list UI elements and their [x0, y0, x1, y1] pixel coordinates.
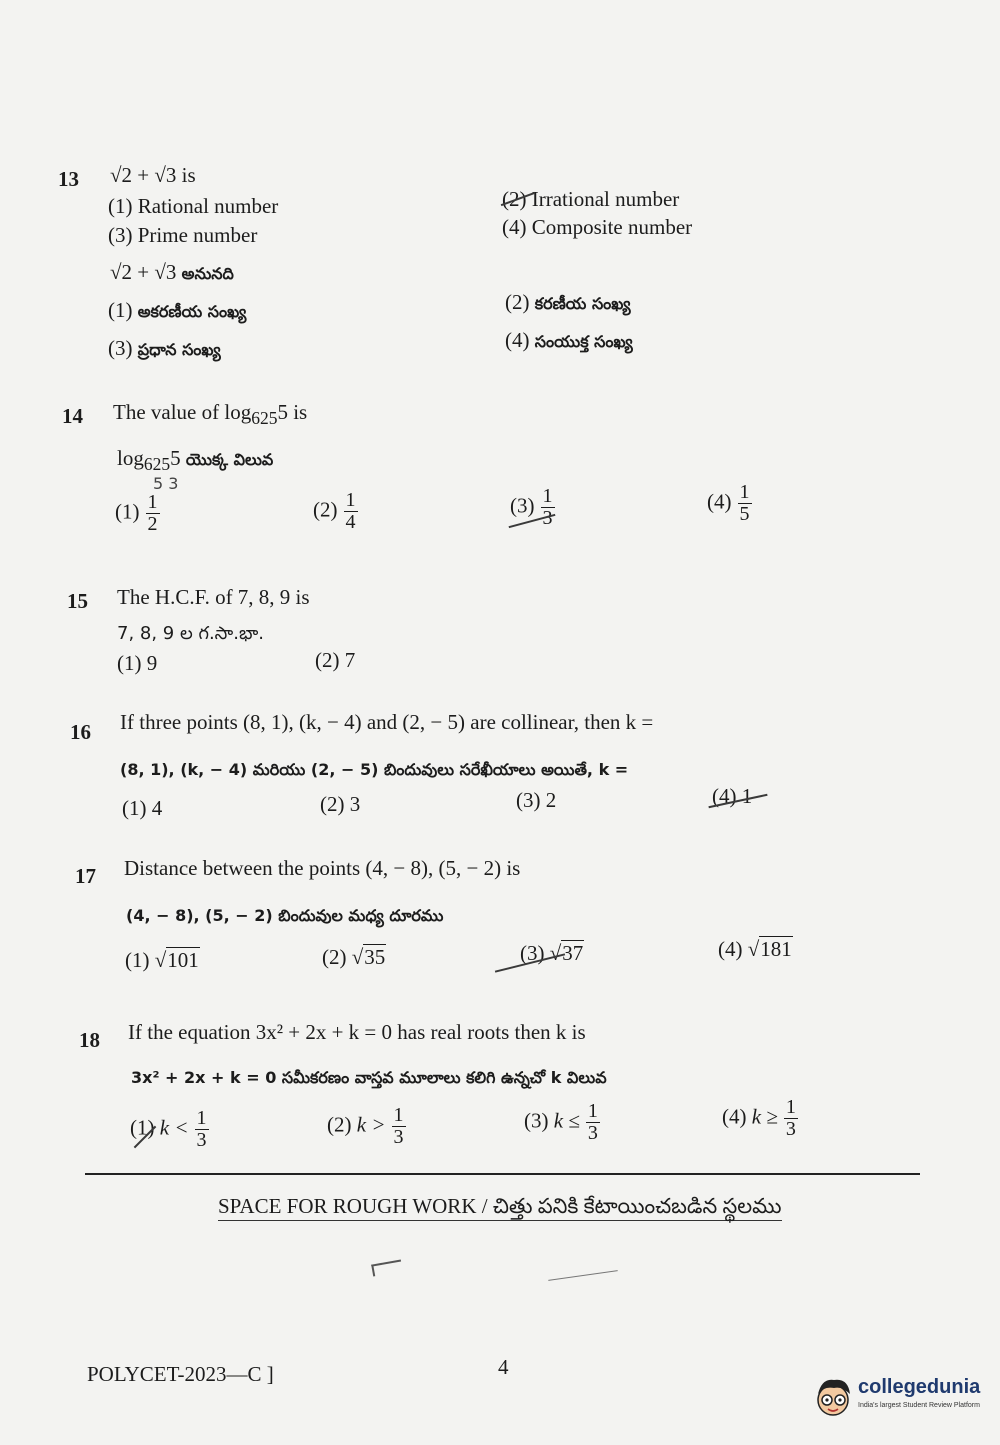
q15-option-1[interactable]: (1) 9 [117, 651, 158, 675]
q13-expression: √2 + √3 [110, 163, 177, 187]
q14-option-2[interactable]: (2) $\frac{1}{4}$ [313, 489, 356, 533]
q13-telugu-option-1[interactable]: (1) అకరణీయ సంఖ్య [108, 298, 247, 322]
q18-option-3[interactable]: (3) k ≤ $\frac{1}{3}$ [524, 1100, 598, 1144]
scratch-mark [548, 1270, 617, 1281]
q13-telugu-stem: √2 + √3 అనునది [110, 260, 234, 284]
rough-work-heading: SPACE FOR ROUGH WORK / చిత్తు పనికి కేటాయించబడిన స్థలము [218, 1194, 782, 1224]
q14-telugu-stem: $\log_{625}5$ యొక్క విలువ [117, 446, 274, 475]
q16-stem: If three points (8, 1), (k, − 4) and (2, − 5) are collinear, then k = [120, 710, 654, 734]
q17-option-2[interactable]: (2) √35 [322, 945, 386, 969]
q13-option-1[interactable]: (1) Rational number [108, 194, 279, 218]
q14-option-1[interactable]: (1) $\frac{1}{2}$ [115, 491, 158, 535]
q17-option-4[interactable]: (4) √181 [718, 937, 792, 961]
q17-option-3[interactable]: (3) √37 [520, 941, 584, 965]
q16-number: 16 [70, 720, 91, 744]
q16-option-4[interactable]: (4) 1 [712, 784, 753, 808]
q18-option-1[interactable]: (1) k < $\frac{1}{3}$ [130, 1107, 207, 1151]
q13-option-4[interactable]: (4) Composite number [502, 215, 693, 239]
q13-telugu-option-2[interactable]: (2) కరణీయ సంఖ్య [505, 290, 631, 314]
q18-stem: If the equation 3x² + 2x + k = 0 has real roots then k is [128, 1020, 586, 1044]
q13-option-3[interactable]: (3) Prime number [108, 223, 258, 247]
q13-telugu-option-4[interactable]: (4) సంయుక్త సంఖ్య [505, 328, 633, 352]
q17-stem: Distance between the points (4, − 8), (5, − 2) is [124, 856, 521, 880]
q14-option-3[interactable]: (3) $\frac{1}{3}$ [510, 485, 553, 529]
q16-telugu-stem: (8, 1), (k, − 4) మరియు (2, − 5) బిందువులు సరేఖీయాలు అయితే, k = [120, 760, 629, 779]
rough-work-divider [85, 1173, 920, 1175]
logo-tagline: India's largest Student Review Platform [858, 1402, 980, 1409]
q15-number: 15 [67, 589, 88, 613]
q16-option-3[interactable]: (3) 2 [516, 788, 557, 812]
q18-option-4[interactable]: (4) k ≥ $\frac{1}{3}$ [722, 1096, 796, 1140]
q14-option-4[interactable]: (4) $\frac{1}{5}$ [707, 481, 750, 525]
q13-stem-suffix: is [181, 163, 196, 187]
q17-telugu-stem: (4, − 8), (5, − 2) బిందువుల మధ్య దూరము [126, 906, 444, 925]
q15-stem: The H.C.F. of 7, 8, 9 is [117, 585, 310, 609]
q16-option-2[interactable]: (2) 3 [320, 792, 361, 816]
mascot-icon [812, 1374, 854, 1418]
exam-code: POLYCET-2023—C ] [87, 1362, 274, 1386]
q13-option-2[interactable]: (2) Irrational number [502, 187, 680, 211]
q15-telugu-stem: 7, 8, 9 ల గ.సా.భా. [117, 623, 264, 644]
logo-name: collegedunia [858, 1376, 981, 1398]
q14-number: 14 [62, 404, 83, 428]
q17-option-1[interactable]: (1) √101 [125, 948, 199, 972]
q13-stem [110, 163, 196, 188]
collegedunia-logo [812, 1372, 987, 1422]
q15-option-2[interactable]: (2) 7 [315, 648, 356, 672]
q13-number: 13 [58, 167, 79, 191]
q18-telugu-stem: 3x² + 2x + k = 0 సమీకరణం వాస్తవ మూలాలు కలిగి ఉన్నచో k విలువ [131, 1068, 607, 1087]
page-number: 4 [498, 1355, 509, 1379]
q13-telugu-option-3[interactable]: (3) ప్రధాన సంఖ్య [108, 336, 221, 360]
q17-number: 17 [75, 864, 96, 888]
q14-stem: The value of $\log_{625}5$ is [113, 400, 308, 429]
scratch-mark [371, 1259, 403, 1276]
q18-option-2[interactable]: (2) k > $\frac{1}{3}$ [327, 1104, 404, 1148]
q14-handwritten-note: 5 3 [153, 474, 179, 493]
q18-number: 18 [79, 1028, 100, 1052]
q16-option-1[interactable]: (1) 4 [122, 796, 163, 820]
